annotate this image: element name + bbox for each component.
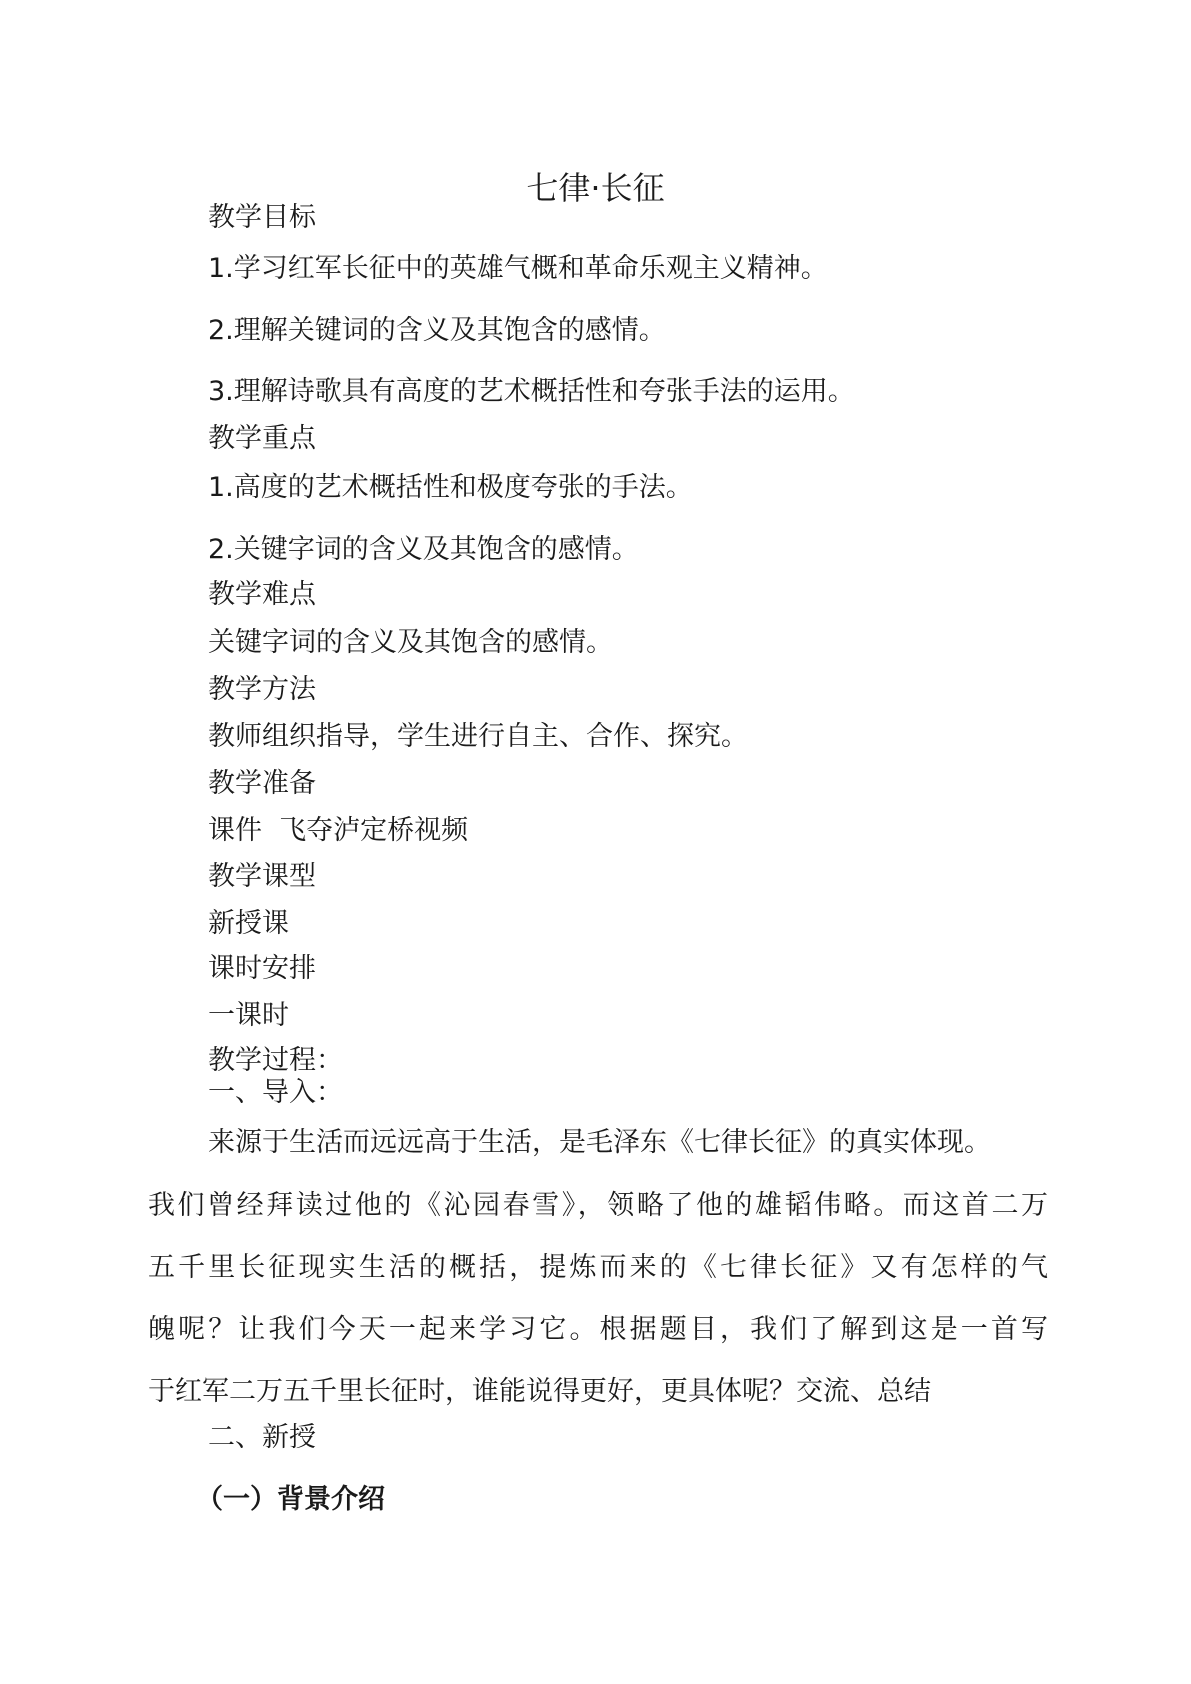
- lesson-type-text: 新授课: [208, 908, 289, 939]
- intro-paragraph-line-3: 五千里长征现实生活的概括，提炼而来的《七律长征》又有怎样的气: [148, 1252, 1048, 1283]
- process-heading: 教学过程：: [208, 1045, 343, 1076]
- intro-paragraph-line-5: 于红军二万五千里长征时，谁能说得更好，更具体呢？交流、总结: [148, 1376, 931, 1407]
- difficulties-heading: 教学难点: [208, 579, 316, 610]
- objective-item-1: 1.学习红军长征中的英雄气概和革命乐观主义精神。: [208, 253, 828, 284]
- key-points-heading: 教学重点: [208, 423, 316, 454]
- document-title: 七律·长征: [526, 169, 665, 207]
- background-heading: （一）背景介绍: [196, 1484, 385, 1515]
- new-lesson-heading: 二、新授: [208, 1422, 316, 1453]
- preparation-heading: 教学准备: [208, 768, 316, 799]
- methods-text: 教师组织指导，学生进行自主、合作、探究。: [208, 721, 748, 752]
- key-point-item-2: 2.关键字词的含义及其饱含的感情。: [208, 534, 639, 565]
- schedule-text: 一课时: [208, 1000, 289, 1031]
- difficulties-text: 关键字词的含义及其饱含的感情。: [208, 627, 613, 658]
- intro-paragraph-line-2: 我们曾经拜读过他的《沁园春雪》，领略了他的雄韬伟略。而这首二万: [148, 1190, 1048, 1221]
- intro-paragraph-line-1: 来源于生活而远远高于生活，是毛泽东《七律长征》的真实体现。: [208, 1127, 991, 1158]
- intro-paragraph-line-4: 魄呢？让我们今天一起来学习它。根据题目，我们了解到这是一首写: [148, 1314, 1048, 1345]
- schedule-heading: 课时安排: [208, 953, 316, 984]
- objectives-heading: 教学目标: [208, 202, 316, 233]
- objective-item-2: 2.理解关键词的含义及其饱含的感情。: [208, 315, 666, 346]
- lesson-type-heading: 教学课型: [208, 861, 316, 892]
- key-point-item-1: 1.高度的艺术概括性和极度夸张的手法。: [208, 472, 693, 503]
- preparation-text: 课件 飞夺泸定桥视频: [208, 815, 469, 846]
- intro-heading: 一、导入：: [208, 1077, 343, 1108]
- methods-heading: 教学方法: [208, 674, 316, 705]
- objective-item-3: 3.理解诗歌具有高度的艺术概括性和夸张手法的运用。: [208, 376, 855, 407]
